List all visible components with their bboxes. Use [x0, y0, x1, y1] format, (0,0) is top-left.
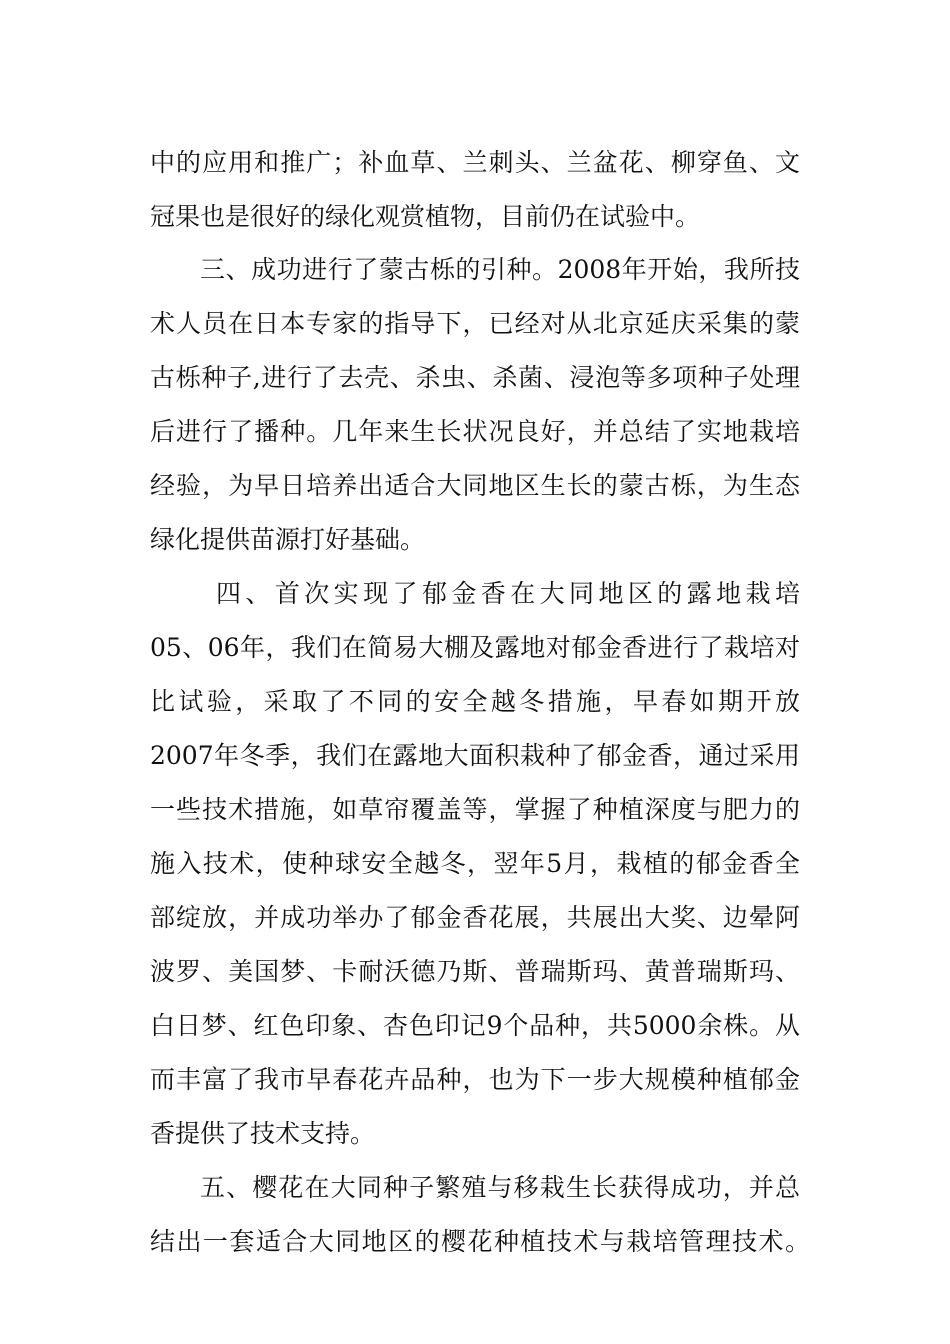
text-line-6: 后进行了播种。几年来生长状况良好，并总结了实地栽培: [150, 417, 800, 446]
text-line-8: 绿化提供苗源打好基础。: [150, 525, 426, 554]
text-line-1: 中的应用和推广；补血草、兰刺头、兰盆花、柳穿鱼、文: [150, 148, 800, 177]
text-line-15: 部绽放，并成功举办了郁金香花展，共展出大奖、边晕阿: [150, 903, 800, 932]
text-line-4: 术人员在日本专家的指导下，已经对从北京延庆采集的蒙: [150, 309, 800, 338]
text-line-3: 三、成功进行了蒙古栎的引种。2008年开始，我所技: [200, 255, 800, 284]
text-line-17: 白日梦、红色印象、杏色印记9个品种，共5000余株。从: [150, 1011, 800, 1040]
text-line-21: 结出一套适合大同地区的樱花种植技术与栽培管理技术。: [150, 1227, 810, 1256]
text-line-5: 古栎种子,进行了去壳、杀虫、杀菌、浸泡等多项种子处理: [150, 363, 800, 392]
text-line-18: 而丰富了我市早春花卉品种，也为下一步大规模种植郁金: [150, 1065, 800, 1094]
text-line-11: 比试验，采取了不同的安全越冬措施，早春如期开放: [150, 687, 800, 716]
text-line-13: 一些技术措施，如草帘覆盖等，掌握了种植深度与肥力的: [150, 795, 800, 824]
text-line-20: 五、樱花在大同种子繁殖与移栽生长获得成功，并总: [200, 1173, 800, 1202]
text-line-19: 香提供了技术支持。: [150, 1119, 376, 1148]
text-line-7: 经验，为早日培养出适合大同地区生长的蒙古栎，为生态: [150, 471, 800, 500]
text-line-14: 施入技术，使种球安全越冬，翌年5月，栽植的郁金香全: [150, 849, 800, 878]
text-line-16: 波罗、美国梦、卡耐沃德乃斯、普瑞斯玛、黄普瑞斯玛、: [150, 957, 800, 986]
text-line-9: 四、首次实现了郁金香在大同地区的露地栽培: [216, 579, 800, 608]
text-line-12: 2007年冬季，我们在露地大面积栽种了郁金香，通过采用: [150, 741, 800, 770]
text-line-10: 05、06年，我们在简易大棚及露地对郁金香进行了栽培对: [150, 633, 800, 662]
text-line-2: 冠果也是很好的绿化观赏植物，目前仍在试验中。: [150, 202, 701, 231]
